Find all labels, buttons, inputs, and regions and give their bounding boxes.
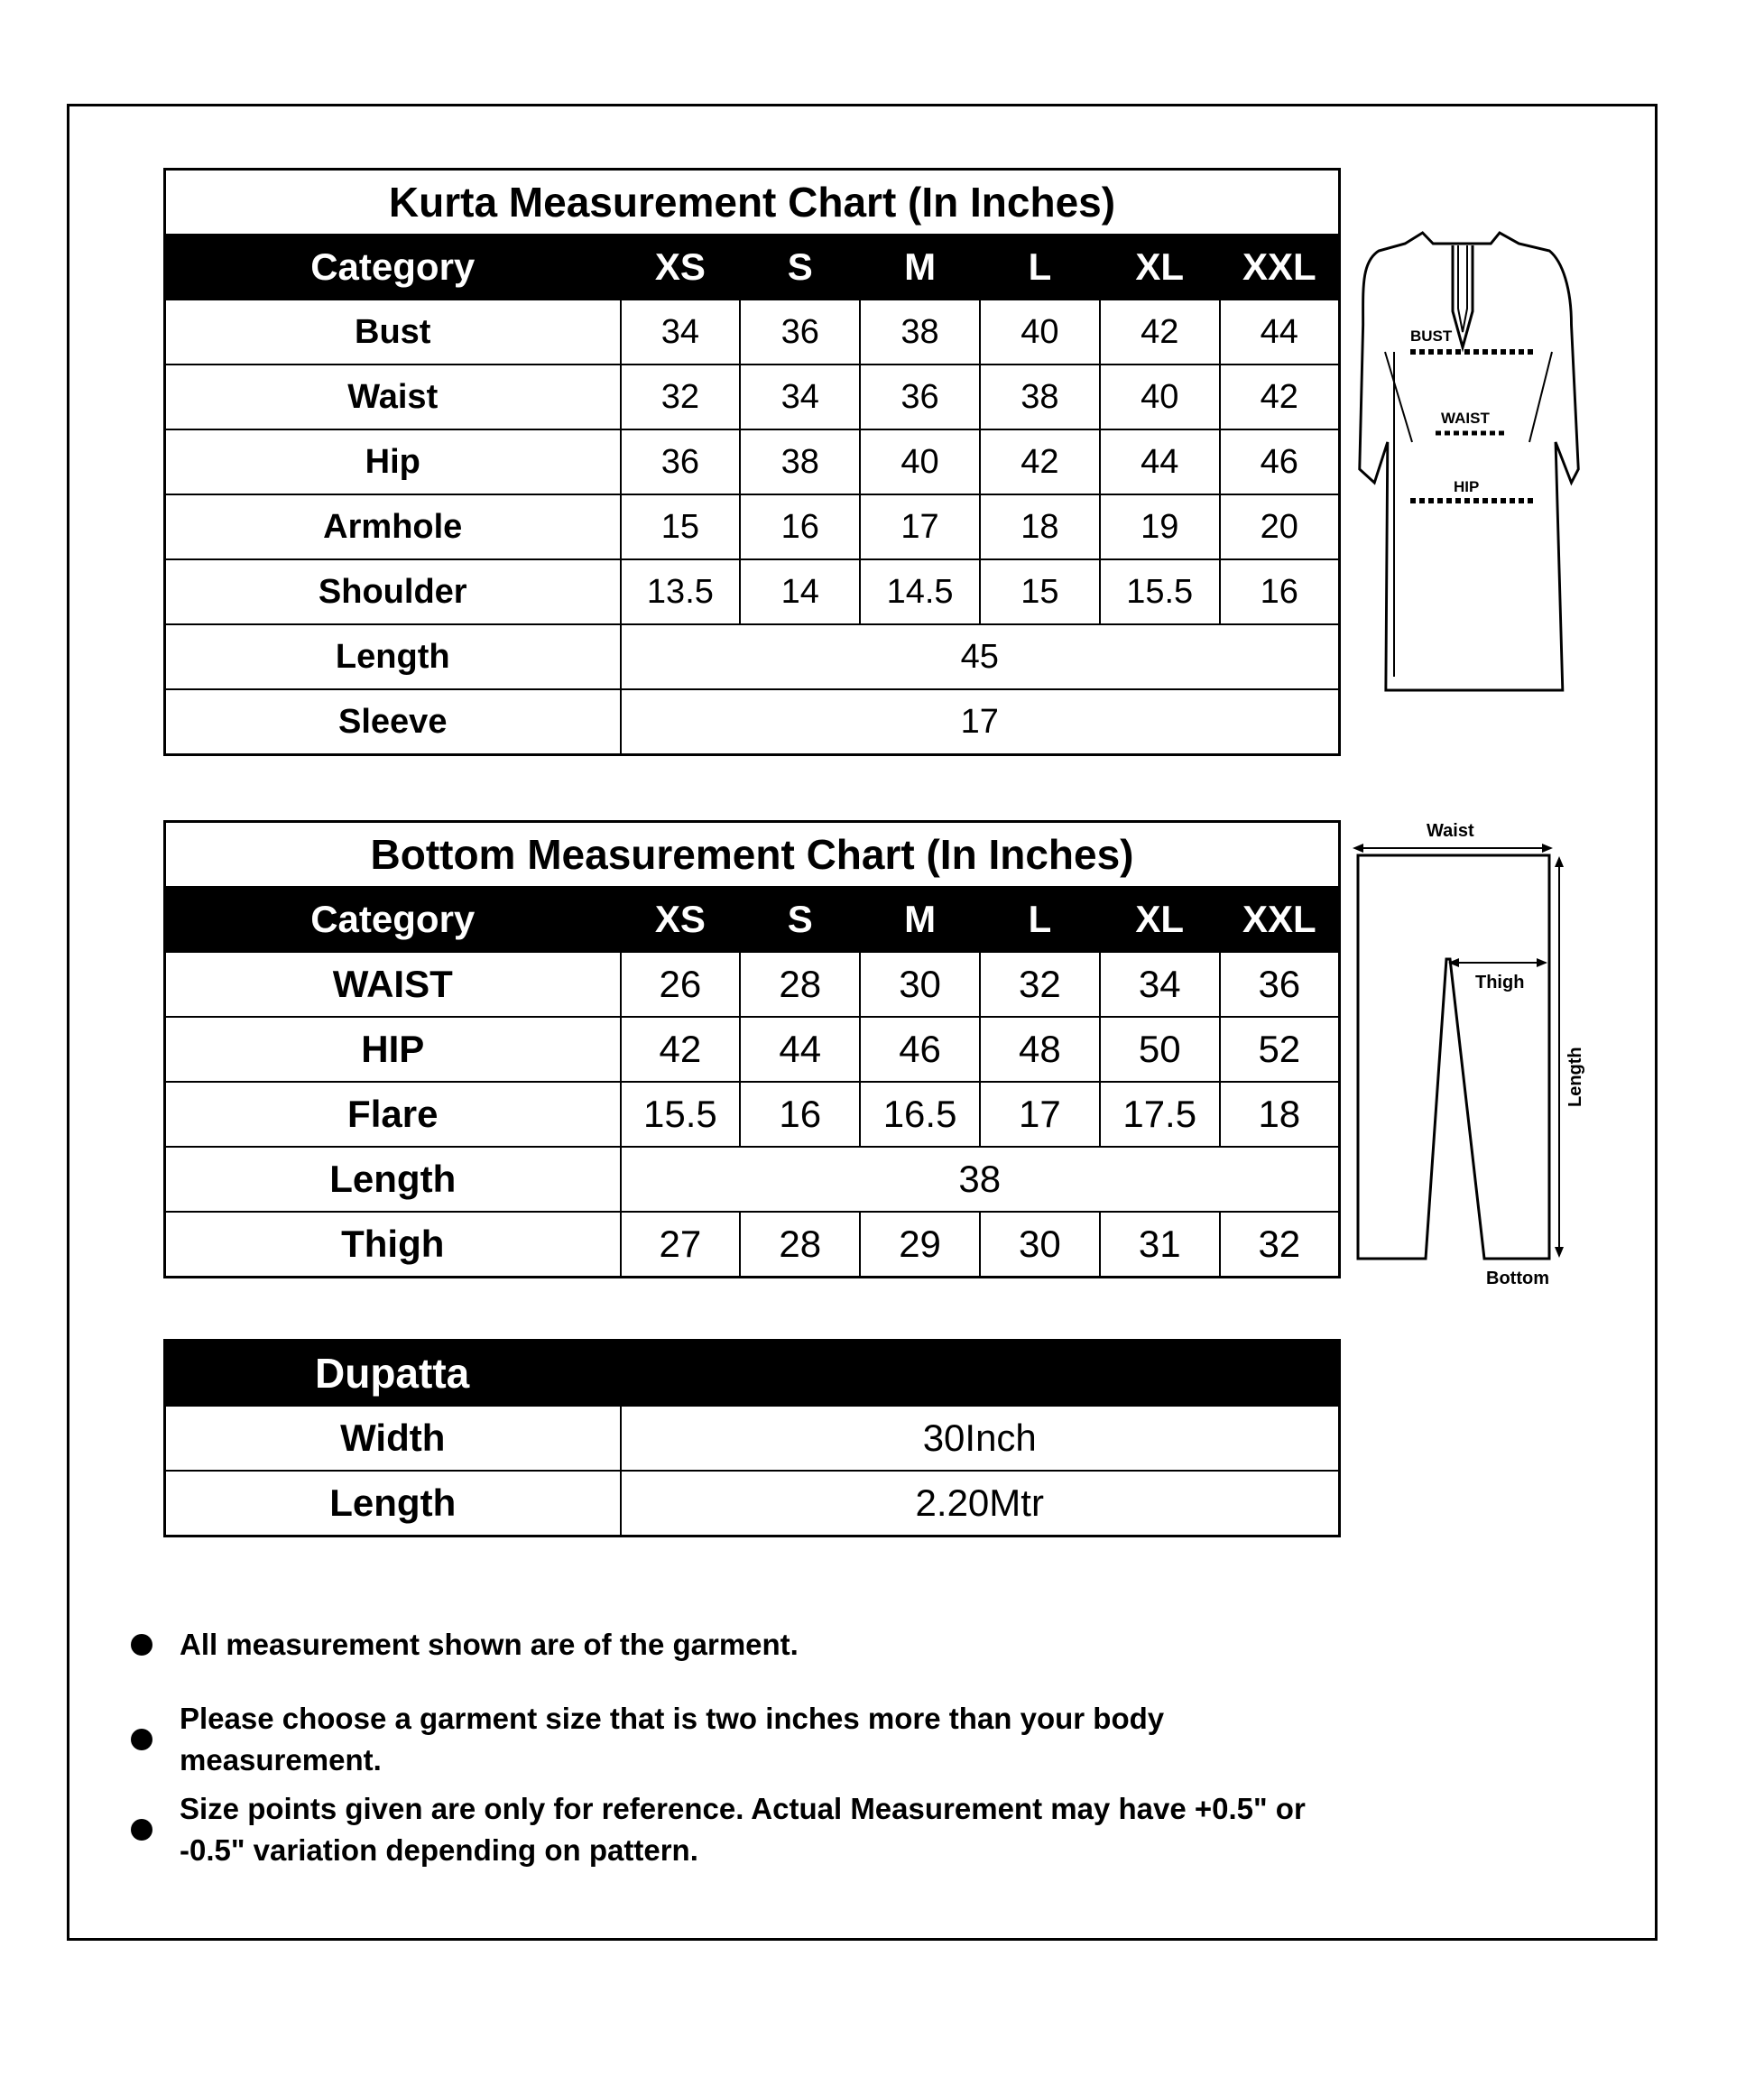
bullet-icon <box>131 1819 152 1841</box>
cell: 48 <box>980 1017 1100 1082</box>
kurta-measurement-table <box>163 168 1341 756</box>
cell: 26 <box>621 952 741 1017</box>
cell: 36 <box>621 429 741 494</box>
bottom-length-label: Length <box>1565 1047 1585 1107</box>
cell: 45 <box>621 624 1340 689</box>
cell: 34 <box>621 300 741 365</box>
cell: 34 <box>740 365 860 429</box>
note-text: Please choose a garment size that is two inches more than your body measurement. <box>180 1702 1165 1777</box>
cell: 19 <box>1100 494 1220 559</box>
cell: 15.5 <box>1100 559 1220 624</box>
cell: 14 <box>740 559 860 624</box>
cell: 52 <box>1220 1017 1340 1082</box>
bottom-header-s: S <box>740 887 860 952</box>
row-label: Length <box>165 624 621 689</box>
note-item <box>131 1788 1340 1871</box>
kurta-header-xs: XS <box>621 235 741 300</box>
bullet-icon <box>131 1729 152 1750</box>
cell: 31 <box>1100 1212 1220 1278</box>
cell: 42 <box>621 1017 741 1082</box>
cell: 17.5 <box>1100 1082 1220 1147</box>
bottom-measurement-table <box>163 820 1341 1278</box>
cell: 46 <box>1220 429 1340 494</box>
kurta-hip-label: HIP <box>1454 478 1480 495</box>
cell: 13.5 <box>621 559 741 624</box>
row-label: Length <box>165 1471 621 1537</box>
bottom-row-flare <box>165 1082 1340 1147</box>
bottom-row-hip <box>165 1017 1340 1082</box>
kurta-row-armhole <box>165 494 1340 559</box>
bottom-header-row <box>165 887 1340 952</box>
bottom-header-category: Category <box>165 887 621 952</box>
cell: 17 <box>980 1082 1100 1147</box>
kurta-row-hip <box>165 429 1340 494</box>
cell: 44 <box>1100 429 1220 494</box>
cell: 14.5 <box>860 559 980 624</box>
kurta-row-length <box>165 624 1340 689</box>
dupatta-row-length <box>165 1471 1340 1537</box>
kurta-header-l: L <box>980 235 1100 300</box>
bottom-header-m: M <box>860 887 980 952</box>
cell: 36 <box>740 300 860 365</box>
kurta-row-bust <box>165 300 1340 365</box>
bottom-chart-title: Bottom Measurement Chart (In Inches) <box>165 822 1340 888</box>
row-label: Length <box>165 1147 621 1212</box>
cell: 38 <box>621 1147 1340 1212</box>
bottom-header-xxl: XXL <box>1220 887 1340 952</box>
cell: 16 <box>740 494 860 559</box>
note-item <box>131 1624 799 1666</box>
cell: 44 <box>1220 300 1340 365</box>
row-label: Shoulder <box>165 559 621 624</box>
cell: 30 <box>980 1212 1100 1278</box>
cell: 15.5 <box>621 1082 741 1147</box>
row-label: WAIST <box>165 952 621 1017</box>
cell: 30Inch <box>621 1406 1340 1471</box>
kurta-waist-label: WAIST <box>1441 410 1490 427</box>
cell: 36 <box>860 365 980 429</box>
cell: 16.5 <box>860 1082 980 1147</box>
cell: 16 <box>1220 559 1340 624</box>
row-label: HIP <box>165 1017 621 1082</box>
bottom-bottom-label: Bottom <box>1486 1269 1549 1286</box>
cell: 40 <box>1100 365 1220 429</box>
bottom-thigh-label: Thigh <box>1475 973 1525 992</box>
cell: 29 <box>860 1212 980 1278</box>
kurta-row-waist <box>165 365 1340 429</box>
cell: 2.20Mtr <box>621 1471 1340 1537</box>
cell: 30 <box>860 952 980 1017</box>
bullet-icon <box>131 1634 152 1656</box>
kurta-row-shoulder <box>165 559 1340 624</box>
cell: 18 <box>980 494 1100 559</box>
cell: 32 <box>980 952 1100 1017</box>
dupatta-row-width <box>165 1406 1340 1471</box>
cell: 38 <box>980 365 1100 429</box>
kurta-header-category: Category <box>165 235 621 300</box>
bottom-waist-label: Waist <box>1427 821 1474 841</box>
cell: 17 <box>621 689 1340 755</box>
cell: 50 <box>1100 1017 1220 1082</box>
cell: 38 <box>860 300 980 365</box>
cell: 40 <box>860 429 980 494</box>
cell: 42 <box>980 429 1100 494</box>
note-item <box>131 1698 1196 1781</box>
cell: 17 <box>860 494 980 559</box>
cell: 27 <box>621 1212 741 1278</box>
cell: 34 <box>1100 952 1220 1017</box>
bottom-header-xs: XS <box>621 887 741 952</box>
row-label: Thigh <box>165 1212 621 1278</box>
bottom-header-xl: XL <box>1100 887 1220 952</box>
cell: 36 <box>1220 952 1340 1017</box>
cell: 15 <box>980 559 1100 624</box>
cell: 42 <box>1100 300 1220 365</box>
cell: 38 <box>740 429 860 494</box>
cell: 42 <box>1220 365 1340 429</box>
cell: 46 <box>860 1017 980 1082</box>
cell: 40 <box>980 300 1100 365</box>
kurta-row-sleeve <box>165 689 1340 755</box>
cell: 28 <box>740 1212 860 1278</box>
row-label: Sleeve <box>165 689 621 755</box>
bottom-illustration <box>1349 817 1602 1286</box>
bottom-row-length <box>165 1147 1340 1212</box>
note-text: Size points given are only for reference. Actual Measurement may have +0.5" or -0.5" variation depending on pattern. <box>180 1792 1306 1867</box>
kurta-header-m: M <box>860 235 980 300</box>
kurta-illustration <box>1358 226 1584 713</box>
bottom-row-waist <box>165 952 1340 1017</box>
dupatta-table <box>163 1339 1341 1537</box>
cell: 18 <box>1220 1082 1340 1147</box>
dupatta-title: Dupatta <box>165 1341 1340 1407</box>
cell: 16 <box>740 1082 860 1147</box>
row-label: Hip <box>165 429 621 494</box>
kurta-bust-label: BUST <box>1410 328 1453 345</box>
row-label: Flare <box>165 1082 621 1147</box>
kurta-header-row <box>165 235 1340 300</box>
cell: 32 <box>1220 1212 1340 1278</box>
bottom-header-l: L <box>980 887 1100 952</box>
kurta-header-xxl: XXL <box>1220 235 1340 300</box>
row-label: Bust <box>165 300 621 365</box>
note-text: All measurement shown are of the garment. <box>180 1628 799 1661</box>
kurta-header-xl: XL <box>1100 235 1220 300</box>
bottom-row-thigh <box>165 1212 1340 1278</box>
cell: 32 <box>621 365 741 429</box>
kurta-chart-title: Kurta Measurement Chart (In Inches) <box>165 170 1340 235</box>
cell: 44 <box>740 1017 860 1082</box>
kurta-header-s: S <box>740 235 860 300</box>
cell: 28 <box>740 952 860 1017</box>
cell: 20 <box>1220 494 1340 559</box>
row-label: Width <box>165 1406 621 1471</box>
row-label: Waist <box>165 365 621 429</box>
row-label: Armhole <box>165 494 621 559</box>
cell: 15 <box>621 494 741 559</box>
